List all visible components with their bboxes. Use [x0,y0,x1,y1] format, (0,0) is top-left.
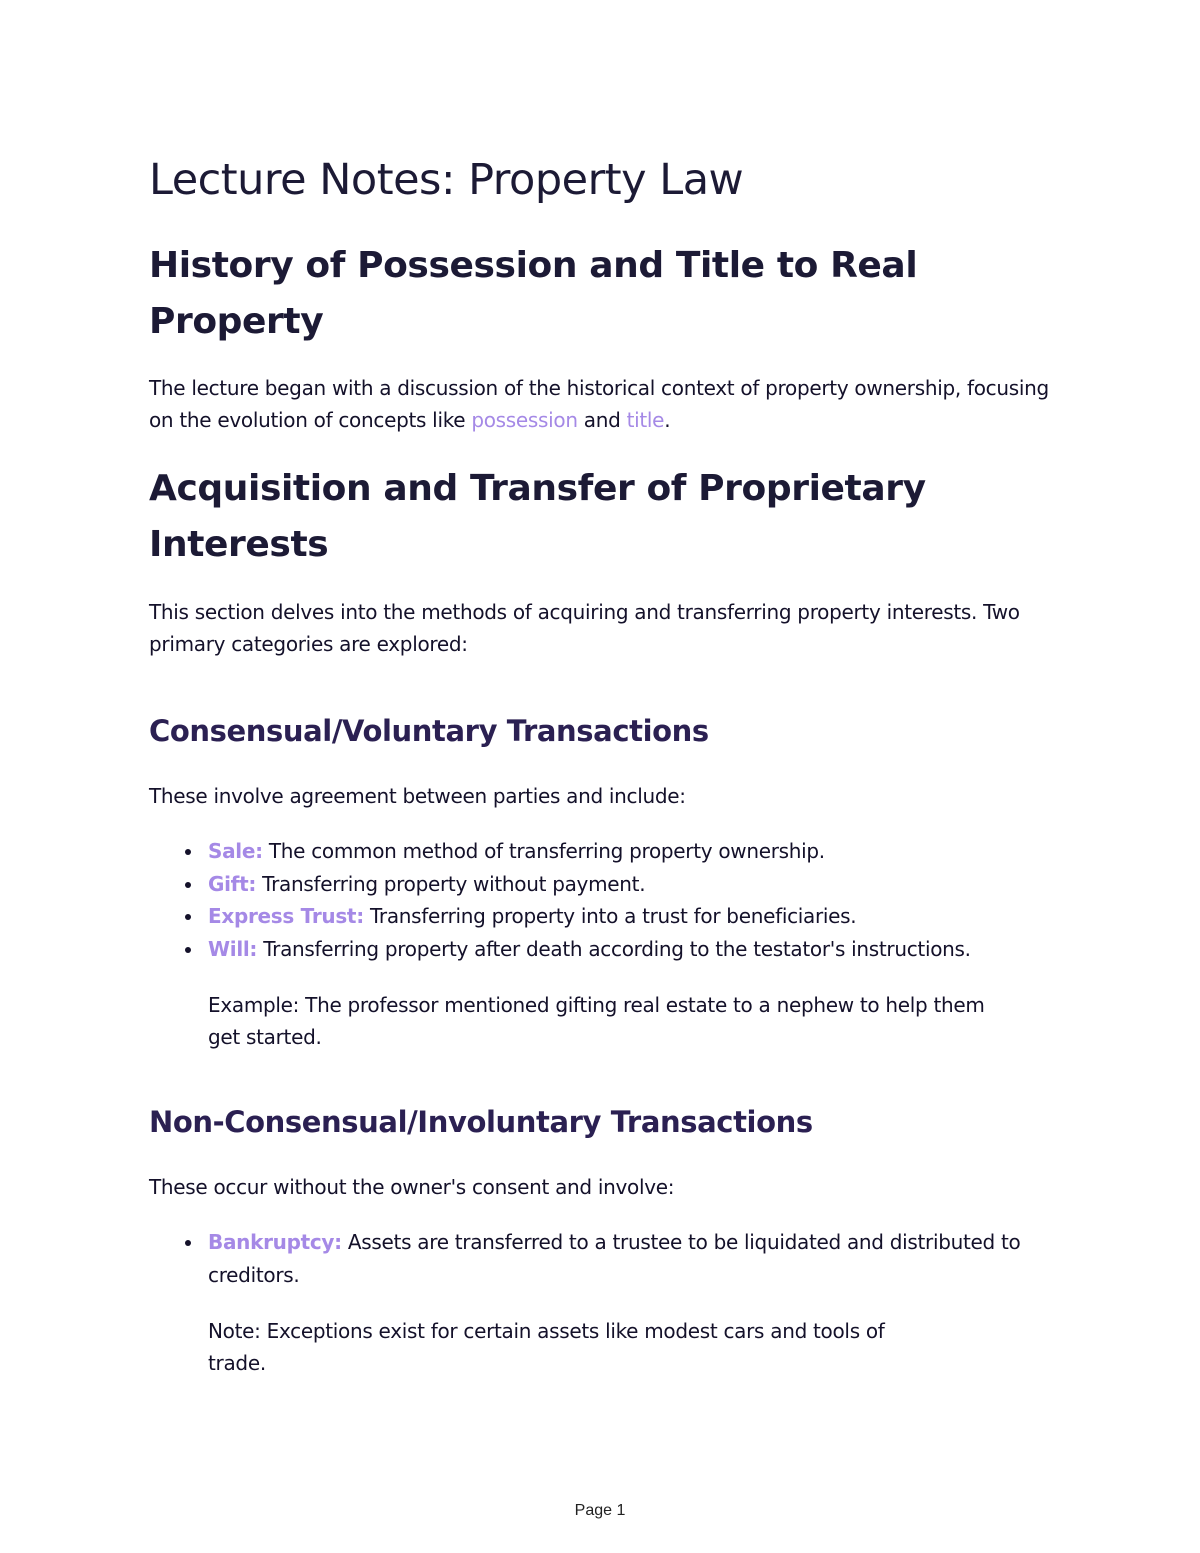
list-item-text: Assets are transferred to a trustee to be liquidated and distributed to creditors. [208,1230,1021,1287]
acquisition-paragraph: This section delves into the methods of acquiring and transferring property interests. Two primary categories are explored: [149,600,1020,656]
page-title: Lecture Notes: Property Law [149,155,744,205]
list-item-bankruptcy [149,1226,1049,1291]
list-item-gift [149,868,1049,901]
subheading-consensual: Consensual/Voluntary Transactions [149,714,709,748]
term-sale: Sale: [208,839,263,863]
nonconsensual-intro: These occur without the owner's consent and involve: [149,1175,675,1199]
list-item-text: Transferring property without payment. [256,871,646,896]
list-item-express-trust [149,900,1049,933]
history-text-end: . [664,408,671,432]
section-heading-acquisition: Acquisition and Transfer of Proprietary Interests [149,468,926,565]
history-text-start: The lecture began with a discussion of the historical context of property ownership, focusing on the evolution of concepts like [149,376,1049,432]
page-number: Page 1 [574,1502,626,1519]
history-paragraph [149,372,1049,436]
nonconsensual-list [149,1226,1049,1291]
list-item-will [149,933,1049,966]
term-gift: Gift: [208,871,257,896]
consensual-intro: These involve agreement between parties and include: [149,784,686,808]
term-bankruptcy: Bankruptcy: [208,1230,342,1254]
subheading-nonconsensual: Non-Consensual/Involuntary Transactions [149,1105,813,1139]
list-item-text: The common method of transferring property ownership. [262,839,825,863]
list-item-text: Transferring property into a trust for beneficiaries. [363,904,857,928]
exceptions-note: Note: Exceptions exist for certain assets like modest cars and tools of trade. [208,1319,885,1375]
list-item-sale [149,835,1049,868]
term-express-trust: Express Trust: [208,904,364,928]
term-possession: possession [471,408,578,432]
history-text-mid: and [577,408,627,432]
section-heading-history: History of Possession and Title to Real Property [149,245,918,342]
list-item-text: Transferring property after death according to the testator's instructions. [257,936,971,961]
term-title: title [626,408,665,432]
term-will: Will: [208,936,258,961]
consensual-list [149,835,1049,965]
example-note: Example: The professor mentioned gifting real estate to a nephew to help them get started. [208,993,985,1049]
